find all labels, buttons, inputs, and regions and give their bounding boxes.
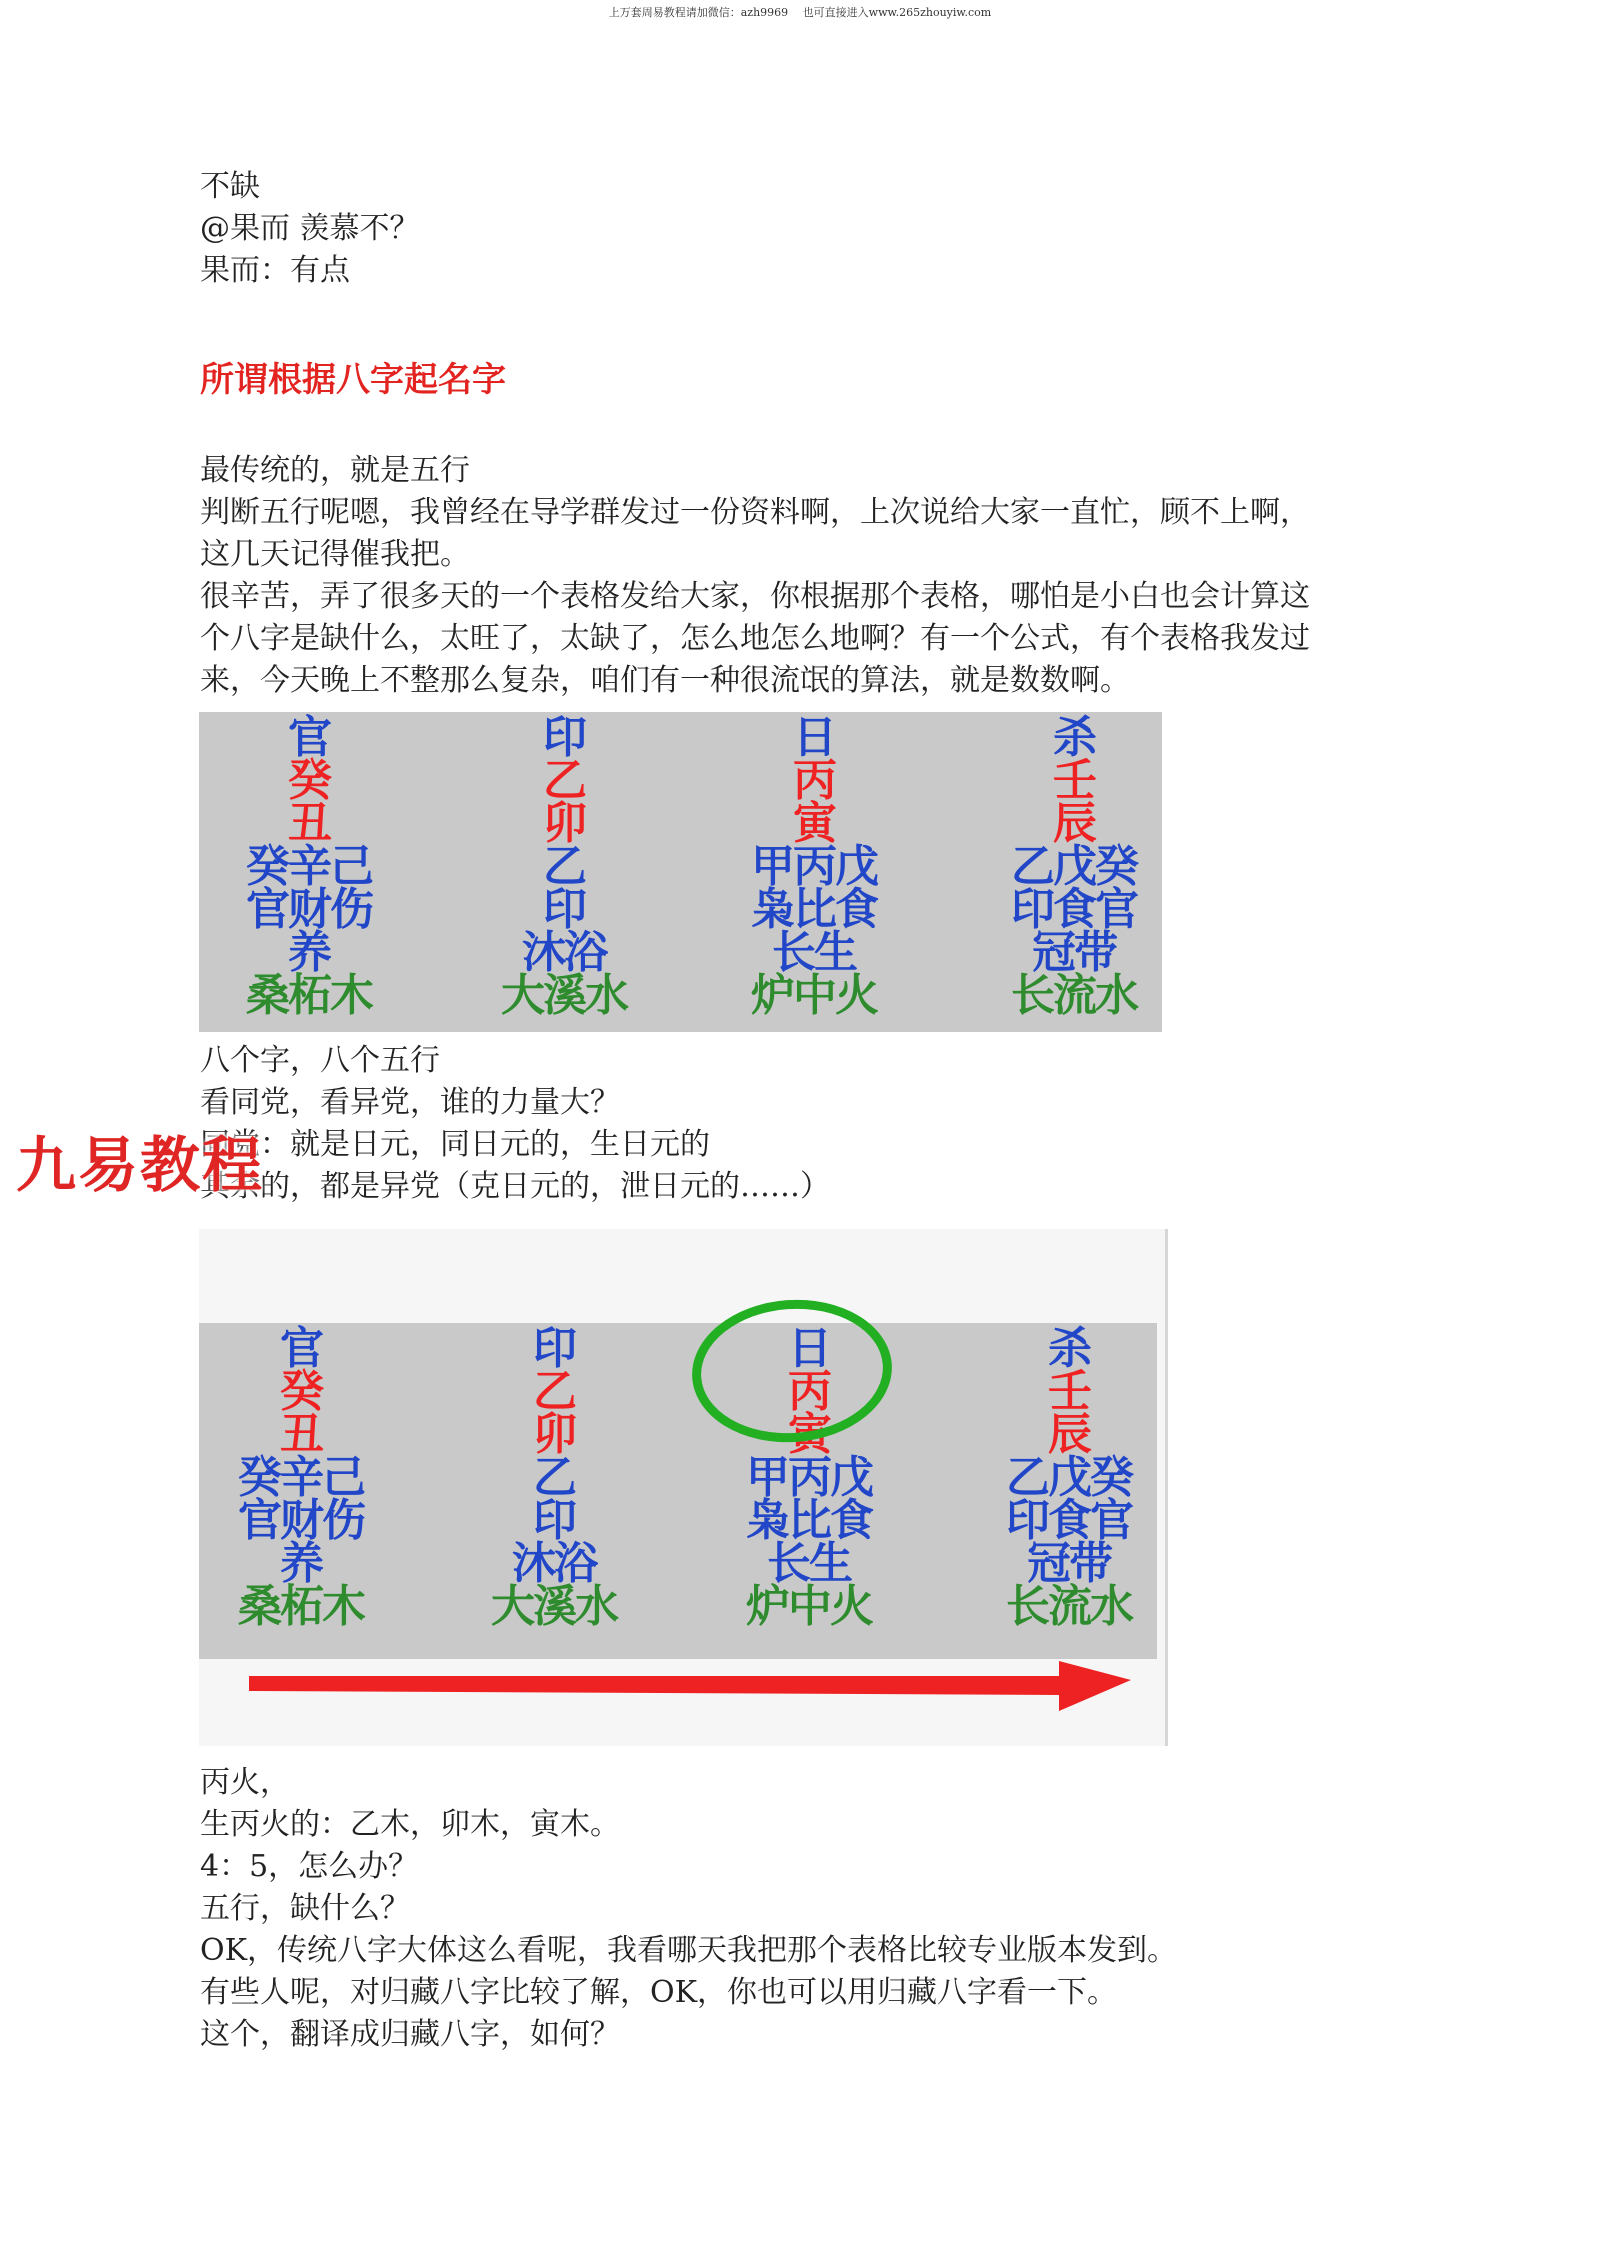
- bazi-cell-nayin: 炉中火: [746, 1581, 872, 1632]
- bazi-cell-gan: 壬: [1053, 755, 1095, 806]
- bazi-cell-canggan-shishen: 官财伤: [246, 884, 372, 935]
- text-line: 同党：就是日元，同日元的，生日元的: [200, 1127, 710, 1162]
- text-line: 判断五行呢嗯，我曾经在导学群发过一份资料啊，上次说给大家一直忙，顾不上啊，: [200, 495, 1310, 530]
- text-line: 很辛苦，弄了很多天的一个表格发给大家，你根据那个表格，哪怕是小白也会计算这: [200, 579, 1310, 614]
- bazi-cell-shishen: 日: [793, 712, 835, 763]
- bazi-cell-nayin: 大溪水: [491, 1581, 617, 1632]
- bazi-cell-changsheng: 养: [288, 927, 330, 978]
- bazi-cell-canggan-shishen: 印: [543, 884, 585, 935]
- bazi-cell-gan: 癸: [288, 755, 330, 806]
- bazi-cell-shishen: 官: [280, 1323, 322, 1374]
- bazi-cell-nayin: 桑柘木: [246, 970, 372, 1021]
- text-line: 八个字，八个五行: [200, 1043, 440, 1078]
- bazi-cell-nayin: 长流水: [1011, 970, 1137, 1021]
- bazi-cell-changsheng: 长生: [767, 1538, 851, 1589]
- bazi-cell-shishen: 杀: [1048, 1323, 1090, 1374]
- text-line: 这几天记得催我把。: [200, 537, 470, 572]
- arrow-icon: [199, 1229, 1165, 1746]
- bazi-cell-changsheng: 长生: [772, 927, 856, 978]
- bazi-cell-canggan-shishen: 印: [533, 1495, 575, 1546]
- bazi-cell-canggan-shishen: 枭比食: [751, 884, 877, 935]
- bazi-cell-canggan: 乙: [543, 841, 585, 892]
- text-line: 个八字是缺什么，太旺了，太缺了，怎么地怎么地啊？有一个公式，有个表格我发过: [200, 621, 1310, 656]
- bazi-cell-gan: 丙: [788, 1366, 830, 1417]
- bazi-cell-zhi: 寅: [788, 1409, 830, 1460]
- text-line: 不缺: [200, 169, 260, 204]
- bazi-cell-canggan-shishen: 枭比食: [746, 1495, 872, 1546]
- bazi-cell-canggan: 甲丙戊: [751, 841, 877, 892]
- text-line: 这个，翻译成归藏八字，如何？: [200, 2017, 620, 2052]
- bazi-cell-zhi: 寅: [793, 798, 835, 849]
- bazi-cell-shishen: 日: [788, 1323, 830, 1374]
- bazi-cell-shishen: 官: [288, 712, 330, 763]
- bazi-cell-gan: 癸: [280, 1366, 322, 1417]
- text-line: 五行，缺什么？: [200, 1891, 410, 1926]
- bazi-column: [954, 712, 1162, 1021]
- text-line: 4：5，怎么办？: [200, 1849, 419, 1884]
- bazi-cell-zhi: 卯: [533, 1409, 575, 1460]
- red-arrow: [249, 1661, 1131, 1711]
- text-line: 看同党，看异党，谁的力量大？: [200, 1085, 620, 1120]
- bazi-cell-changsheng: 沐浴: [512, 1538, 596, 1589]
- text-line: 有些人呢，对归藏八字比较了解，OK，你也可以用归藏八字看一下。: [200, 1975, 1118, 2010]
- text-line: @果而 羡慕不？: [200, 211, 420, 246]
- text-line: OK，传统八字大体这么看呢，我看哪天我把那个表格比较专业版本发到。: [200, 1933, 1178, 1968]
- bazi-cell-canggan-shishen: 官财伤: [238, 1495, 364, 1546]
- bazi-cell-canggan: 甲丙戊: [746, 1452, 872, 1503]
- bazi-cell-nayin: 长流水: [1006, 1581, 1132, 1632]
- page-header: 上万套周易教程请加微信：azh9969 也可直接进入www.265zhouyiw.com: [608, 6, 992, 19]
- bazi-cell-changsheng: 冠带: [1027, 1538, 1111, 1589]
- bazi-cell-canggan: 癸辛己: [246, 841, 372, 892]
- bazi-cell-shishen: 印: [533, 1323, 575, 1374]
- bazi-column: [199, 712, 429, 1021]
- paragraph-block-2: [200, 1040, 1440, 1208]
- paragraph-block-3: [200, 1762, 1440, 2056]
- bazi-cell-nayin: 大溪水: [501, 970, 627, 1021]
- bazi-cell-changsheng: 沐浴: [522, 927, 606, 978]
- bazi-cell-shishen: 印: [543, 712, 585, 763]
- bazi-cell-canggan: 乙: [533, 1452, 575, 1503]
- bazi-cell-zhi: 卯: [543, 798, 585, 849]
- bazi-cell-shishen: 杀: [1053, 712, 1095, 763]
- bazi-chart-image-2: [199, 1229, 1168, 1746]
- bazi-cell-canggan: 癸辛己: [238, 1452, 364, 1503]
- bazi-cell-gan: 乙: [533, 1366, 575, 1417]
- bazi-cell-canggan: 乙戊癸: [1006, 1452, 1132, 1503]
- text-line: 最传统的，就是五行: [200, 453, 470, 488]
- bazi-cell-nayin: 桑柘木: [238, 1581, 364, 1632]
- text-line: 来，今天晚上不整那么复杂，咱们有一种很流氓的算法，就是数数啊。: [200, 663, 1130, 698]
- bazi-cell-changsheng: 冠带: [1032, 927, 1116, 978]
- bazi-cell-canggan: 乙戊癸: [1011, 841, 1137, 892]
- text-line: 其余的，都是异党（克日元的，泄日元的……）: [200, 1169, 830, 1204]
- bazi-cell-zhi: 辰: [1048, 1409, 1090, 1460]
- bazi-cell-zhi: 丑: [280, 1409, 322, 1460]
- text-line: 果而：有点: [200, 253, 350, 288]
- watermark-logo: 九易教程: [16, 1131, 264, 1201]
- bazi-cell-gan: 乙: [543, 755, 585, 806]
- bazi-cell-canggan-shishen: 印食官: [1011, 884, 1137, 935]
- bazi-cell-zhi: 辰: [1053, 798, 1095, 849]
- bazi-cell-canggan-shishen: 印食官: [1006, 1495, 1132, 1546]
- intro-block: [200, 166, 1440, 292]
- text-line: 生丙火的：乙木，卯木，寅木。: [200, 1807, 620, 1842]
- bazi-column: [444, 712, 684, 1021]
- bazi-cell-nayin: 炉中火: [751, 970, 877, 1021]
- text-line: 丙火，: [200, 1765, 290, 1800]
- bazi-cell-zhi: 丑: [288, 798, 330, 849]
- paragraph-block-1: [200, 450, 1440, 702]
- bazi-cell-changsheng: 养: [280, 1538, 322, 1589]
- bazi-cell-gan: 壬: [1048, 1366, 1090, 1417]
- bazi-cell-gan: 丙: [793, 755, 835, 806]
- bazi-column: [694, 712, 934, 1021]
- bazi-chart-image-1: [199, 712, 1162, 1032]
- section-heading: 所谓根据八字起名字: [200, 360, 506, 400]
